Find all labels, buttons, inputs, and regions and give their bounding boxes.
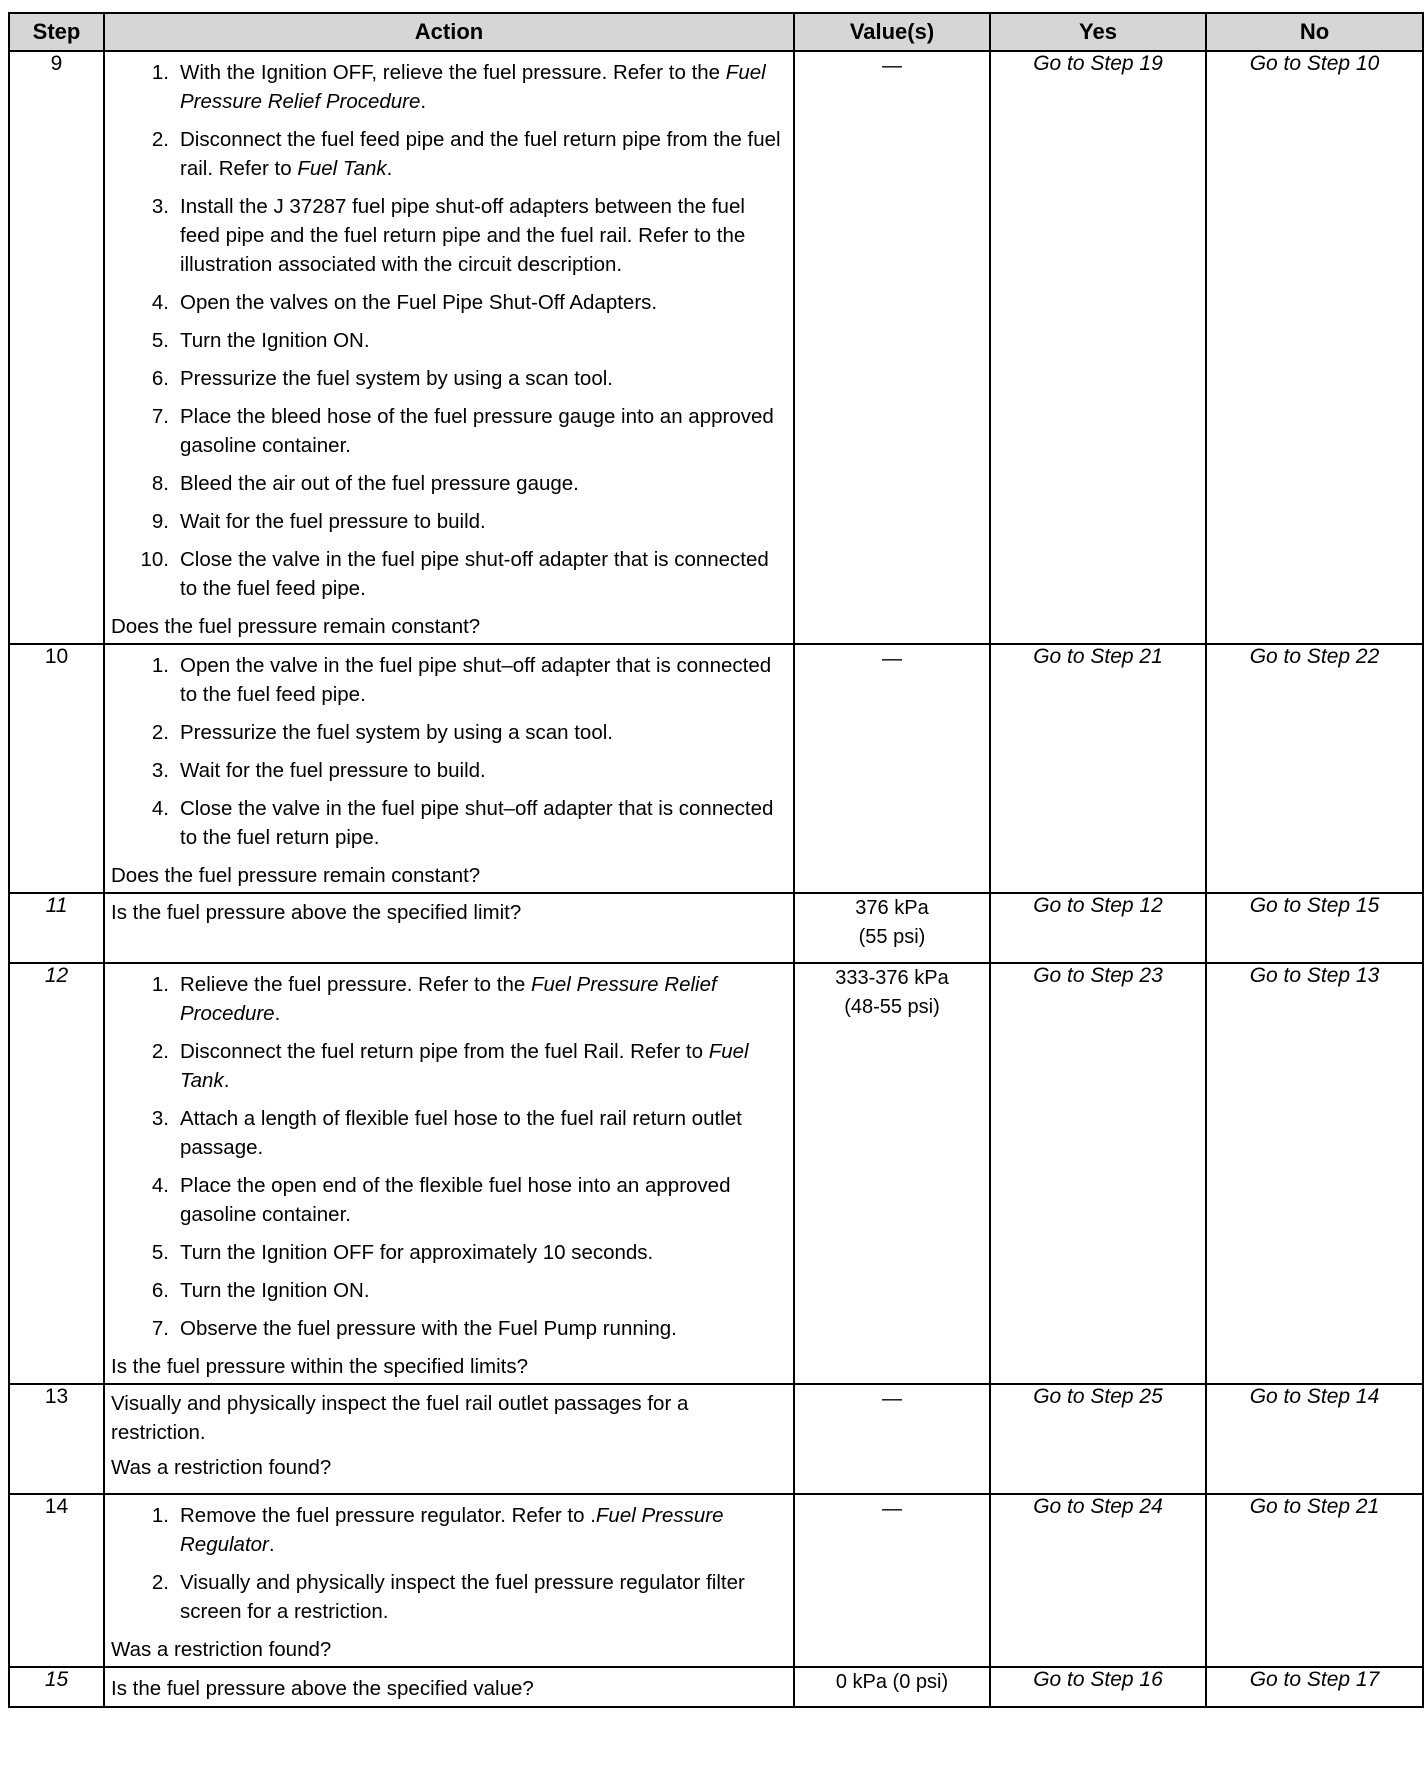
action-step-number: 1. [151, 61, 169, 84]
diagnostic-table [8, 12, 1424, 1708]
action-step-number: 2. [151, 1040, 169, 1063]
header-step: Step [9, 13, 104, 51]
value-cell: — [794, 1494, 990, 1667]
action-step [105, 1501, 783, 1559]
value-cell: — [794, 1384, 990, 1494]
action-step-text: Disconnect the fuel feed pipe and the fuel return pipe from the fuel rail. Refer to [180, 128, 781, 180]
action-step-text: Turn the Ignition ON. [180, 329, 370, 352]
action-step [105, 326, 783, 355]
table-row-step-9 [9, 51, 1423, 644]
action-step-number: 4. [151, 1174, 169, 1197]
yes-link[interactable]: Go to Step 21 [990, 644, 1206, 893]
table-row-step-15 [9, 1667, 1423, 1707]
action-step-reference: Fuel Tank [297, 157, 387, 180]
no-link[interactable]: Go to Step 13 [1206, 963, 1423, 1384]
action-step-reference: Fuel Pressure Regulator [180, 1504, 724, 1556]
action-question: Was a restriction found? [111, 1456, 332, 1479]
action-step-number: 5. [151, 329, 169, 352]
action-step [105, 192, 783, 279]
yes-link[interactable]: Go to Step 25 [990, 1384, 1206, 1494]
action-step-text: Bleed the air out of the fuel pressure gauge. [180, 472, 579, 495]
action-step-text: Pressurize the fuel system by using a scan tool. [180, 721, 613, 744]
action-cell [104, 1384, 794, 1494]
value-kpa: 376 kPa [855, 897, 929, 919]
action-step-end: . [268, 1533, 275, 1556]
action-step-number: 2. [151, 721, 169, 744]
table-row-step-14 [9, 1494, 1423, 1667]
action-step-number: 2. [151, 1571, 169, 1594]
action-step-number: 8. [151, 472, 169, 495]
action-step [105, 58, 783, 116]
action-step-text: Turn the Ignition OFF for approximately 10 seconds. [180, 1241, 654, 1264]
action-question: Is the fuel pressure above the specified value? [111, 1677, 534, 1700]
action-question: Is the fuel pressure within the specified limits? [111, 1355, 529, 1378]
action-step-text: Pressurize the fuel system by using a scan tool. [180, 367, 613, 390]
action-step [105, 756, 783, 785]
action-cell [104, 1667, 794, 1707]
action-step [105, 402, 783, 460]
action-list [105, 645, 793, 852]
action-list [105, 1495, 793, 1626]
action-question: Was a restriction found? [111, 1638, 332, 1661]
step-number: 12 [9, 963, 104, 1384]
table-row-step-12 [9, 963, 1423, 1384]
action-step-end: . [223, 1069, 230, 1092]
action-cell [104, 963, 794, 1384]
action-step [105, 718, 783, 747]
action-step-text: Close the valve in the fuel pipe shut-off adapter that is connected to the fuel feed pipe. [180, 548, 769, 600]
value-psi: (48-55 psi) [844, 996, 940, 1018]
action-step-number: 4. [151, 291, 169, 314]
action-cell [104, 1494, 794, 1667]
value-cell: — [794, 644, 990, 893]
header-yes: Yes [990, 13, 1206, 51]
yes-link[interactable]: Go to Step 16 [990, 1667, 1206, 1707]
action-step-text: Wait for the fuel pressure to build. [180, 510, 486, 533]
action-step [105, 507, 783, 536]
header-action: Action [104, 13, 794, 51]
action-step-reference: Fuel Tank [180, 1040, 749, 1092]
action-step [105, 970, 783, 1028]
action-step-text: Relieve the fuel pressure. Refer to the [180, 973, 531, 996]
action-step-number: 4. [151, 797, 169, 820]
action-cell [104, 893, 794, 963]
no-link[interactable]: Go to Step 10 [1206, 51, 1423, 644]
action-step-text: Observe the fuel pressure with the Fuel Pump running. [180, 1317, 677, 1340]
action-step [105, 1314, 783, 1343]
yes-link[interactable]: Go to Step 12 [990, 893, 1206, 963]
no-link[interactable]: Go to Step 22 [1206, 644, 1423, 893]
action-step-text: Place the open end of the flexible fuel hose into an approved gasoline container. [180, 1174, 731, 1226]
action-step [105, 364, 783, 393]
no-link[interactable]: Go to Step 15 [1206, 893, 1423, 963]
value-cell [794, 893, 990, 963]
action-question: Does the fuel pressure remain constant? [111, 864, 481, 887]
action-step-number: 3. [151, 195, 169, 218]
action-step-text: Install the J 37287 fuel pipe shut-off adapters between the fuel feed pipe and the fuel return pipe and the fuel rail. Refer to the illustration associated with the circuit description. [180, 195, 746, 276]
action-step-text: Remove the fuel pressure regulator. Refer to . [180, 1504, 596, 1527]
action-list [105, 52, 793, 603]
no-link[interactable]: Go to Step 21 [1206, 1494, 1423, 1667]
action-step [105, 1276, 783, 1305]
action-step-number: 5. [151, 1241, 169, 1264]
table-row-step-11 [9, 893, 1423, 963]
action-step-text: Place the bleed hose of the fuel pressure gauge into an approved gasoline container. [180, 405, 774, 457]
action-step-number: 7. [151, 1317, 169, 1340]
action-cell [104, 51, 794, 644]
table-row-step-13 [9, 1384, 1423, 1494]
action-step-text: With the Ignition OFF, relieve the fuel pressure. Refer to the [180, 61, 726, 84]
action-step-number: 10. [140, 548, 169, 571]
action-step-reference: Fuel Pressure Relief Procedure [180, 973, 717, 1025]
header-row [9, 13, 1423, 51]
header-no: No [1206, 13, 1423, 51]
action-step-number: 1. [151, 973, 169, 996]
yes-link[interactable]: Go to Step 24 [990, 1494, 1206, 1667]
action-step [105, 1171, 783, 1229]
action-step-end: . [386, 157, 393, 180]
value-cell: — [794, 51, 990, 644]
yes-link[interactable]: Go to Step 19 [990, 51, 1206, 644]
action-text: Visually and physically inspect the fuel rail outlet passages for a restriction. [111, 1392, 689, 1444]
step-number: 15 [9, 1667, 104, 1707]
value-psi: (55 psi) [858, 926, 926, 948]
no-link[interactable]: Go to Step 17 [1206, 1667, 1423, 1707]
action-step-number: 9. [151, 510, 169, 533]
action-step-text: Open the valve in the fuel pipe shut–off adapter that is connected to the fuel feed pipe. [180, 654, 772, 706]
action-step [105, 651, 783, 709]
action-step [105, 1037, 783, 1095]
action-step [105, 1568, 783, 1626]
action-list [105, 964, 793, 1343]
step-number: 9 [9, 51, 104, 644]
action-step-text: Attach a length of flexible fuel hose to the fuel rail return outlet passage. [180, 1107, 742, 1159]
action-step-number: 1. [151, 1504, 169, 1527]
step-number: 11 [9, 893, 104, 963]
action-step-number: 1. [151, 654, 169, 677]
no-link[interactable]: Go to Step 14 [1206, 1384, 1423, 1494]
action-step-text: Open the valves on the Fuel Pipe Shut-Off Adapters. [180, 291, 658, 314]
action-step [105, 125, 783, 183]
action-step-text: Wait for the fuel pressure to build. [180, 759, 486, 782]
step-number: 10 [9, 644, 104, 893]
action-step-number: 6. [151, 1279, 169, 1302]
action-step-text: Close the valve in the fuel pipe shut–off adapter that is connected to the fuel return pipe. [180, 797, 774, 849]
action-step-text: Turn the Ignition ON. [180, 1279, 370, 1302]
action-step-number: 2. [151, 128, 169, 151]
action-question: Does the fuel pressure remain constant? [111, 615, 481, 638]
action-step-number: 7. [151, 405, 169, 428]
action-step [105, 794, 783, 852]
action-step-number: 3. [151, 759, 169, 782]
value-kpa: 333-376 kPa [835, 967, 949, 989]
action-step-end: . [274, 1002, 281, 1025]
action-step [105, 1238, 783, 1267]
value-cell [794, 963, 990, 1384]
value-cell: 0 kPa (0 psi) [794, 1667, 990, 1707]
yes-link[interactable]: Go to Step 23 [990, 963, 1206, 1384]
action-step [105, 469, 783, 498]
action-step-end: . [420, 90, 427, 113]
action-step [105, 288, 783, 317]
action-step-text: Disconnect the fuel return pipe from the fuel Rail. Refer to [180, 1040, 709, 1063]
header-values: Value(s) [794, 13, 990, 51]
action-step [105, 545, 783, 603]
action-step-number: 3. [151, 1107, 169, 1130]
action-question: Is the fuel pressure above the specified limit? [111, 901, 522, 924]
step-number: 14 [9, 1494, 104, 1667]
step-number: 13 [9, 1384, 104, 1494]
table-row-step-10 [9, 644, 1423, 893]
action-step [105, 1104, 783, 1162]
action-step-text: Visually and physically inspect the fuel pressure regulator filter screen for a restriction. [180, 1571, 745, 1623]
action-cell [104, 644, 794, 893]
action-step-reference: Fuel Pressure Relief Procedure [180, 61, 766, 113]
action-step-number: 6. [151, 367, 169, 390]
